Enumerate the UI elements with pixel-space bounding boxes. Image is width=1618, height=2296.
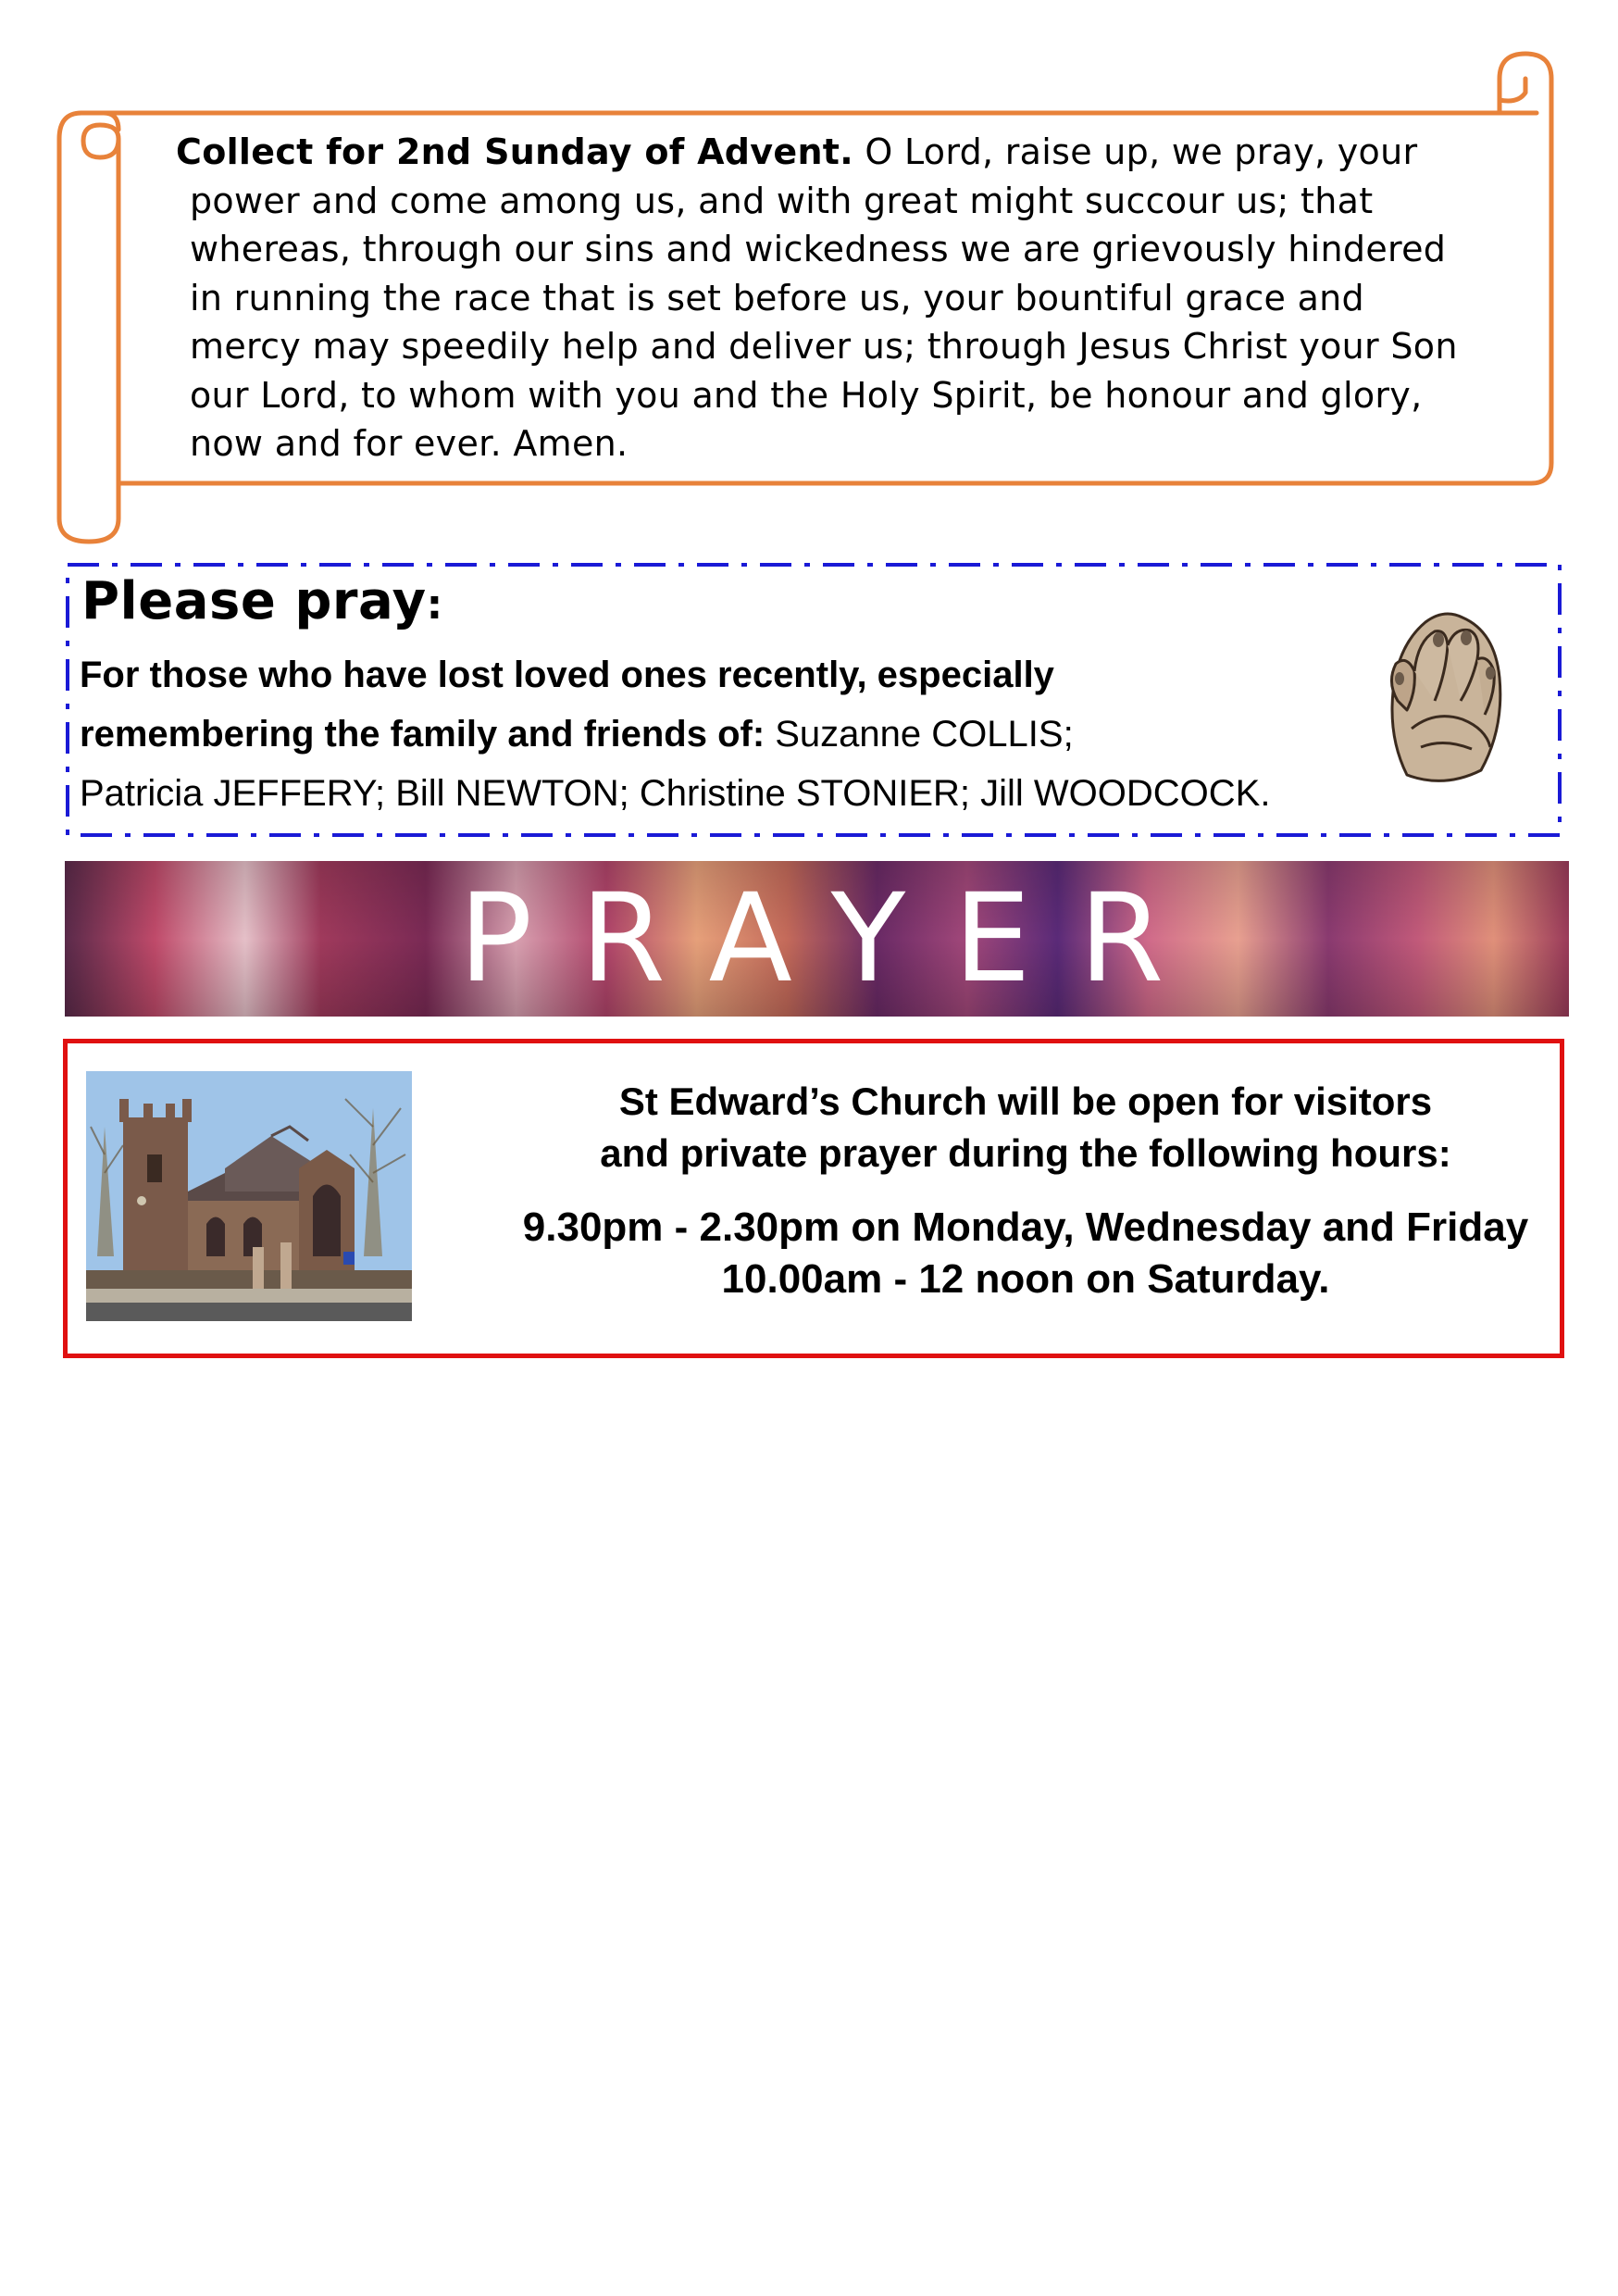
please-pray-box bbox=[65, 562, 1562, 838]
please-pray-text bbox=[80, 645, 1375, 823]
please-pray-heading bbox=[81, 571, 443, 631]
pray-line-1 bbox=[80, 645, 1375, 705]
please-pray-title: Please pray bbox=[81, 571, 427, 631]
church-photo bbox=[86, 1071, 412, 1321]
collect-line: now and for ever. Amen. bbox=[190, 423, 629, 464]
collect-line: in running the race that is set before us, your bountiful grace and bbox=[190, 277, 1364, 318]
pray-line-2 bbox=[80, 705, 1375, 764]
collect-line: whereas, through our sins and wickedness we are grievously hindered bbox=[190, 229, 1447, 269]
pray-line-3: Patricia JEFFERY; Bill NEWTON; Christine STONIER; Jill WOODCOCK. bbox=[80, 773, 1271, 814]
collect-text bbox=[176, 128, 1527, 468]
pray-line-2-bold: remembering the family and friends of: bbox=[80, 714, 765, 755]
prayer-banner bbox=[65, 861, 1569, 1017]
collect-line-1-text: O Lord, raise up, we pray, your bbox=[853, 131, 1418, 172]
collect-line bbox=[176, 128, 1527, 177]
pray-line-2-rest: Suzanne COLLIS; bbox=[765, 714, 1074, 755]
pray-line-1-bold: For those who have lost loved ones recently, especially bbox=[80, 655, 1054, 695]
collect-heading: Collect for 2nd Sunday of Advent. bbox=[176, 131, 853, 172]
collect-line: mercy may speedily help and deliver us; through Jesus Christ your Son bbox=[190, 326, 1458, 367]
church-open-line-2: and private prayer during the following hours: bbox=[600, 1131, 1451, 1175]
church-open-line-1: St Edward’s Church will be open for visitors bbox=[618, 1079, 1433, 1123]
collect-line: our Lord, to whom with you and the Holy Spirit, be honour and glory, bbox=[190, 374, 1423, 416]
weekday-hours: 9.30pm - 2.30pm on Monday, Wednesday and Friday bbox=[522, 1204, 1529, 1250]
saturday-hours: 10.00am - 12 noon on Saturday. bbox=[721, 1256, 1330, 1302]
collect-line: power and come among us, and with great might succour us; that bbox=[190, 180, 1374, 221]
please-pray-colon: : bbox=[426, 581, 443, 629]
church-hours-text bbox=[493, 1076, 1558, 1305]
praying-hands-icon bbox=[1370, 590, 1518, 793]
prayer-banner-title: PRAYER bbox=[458, 867, 1213, 1010]
collect-scroll bbox=[0, 0, 1618, 555]
church-opening-box bbox=[63, 1039, 1564, 1358]
